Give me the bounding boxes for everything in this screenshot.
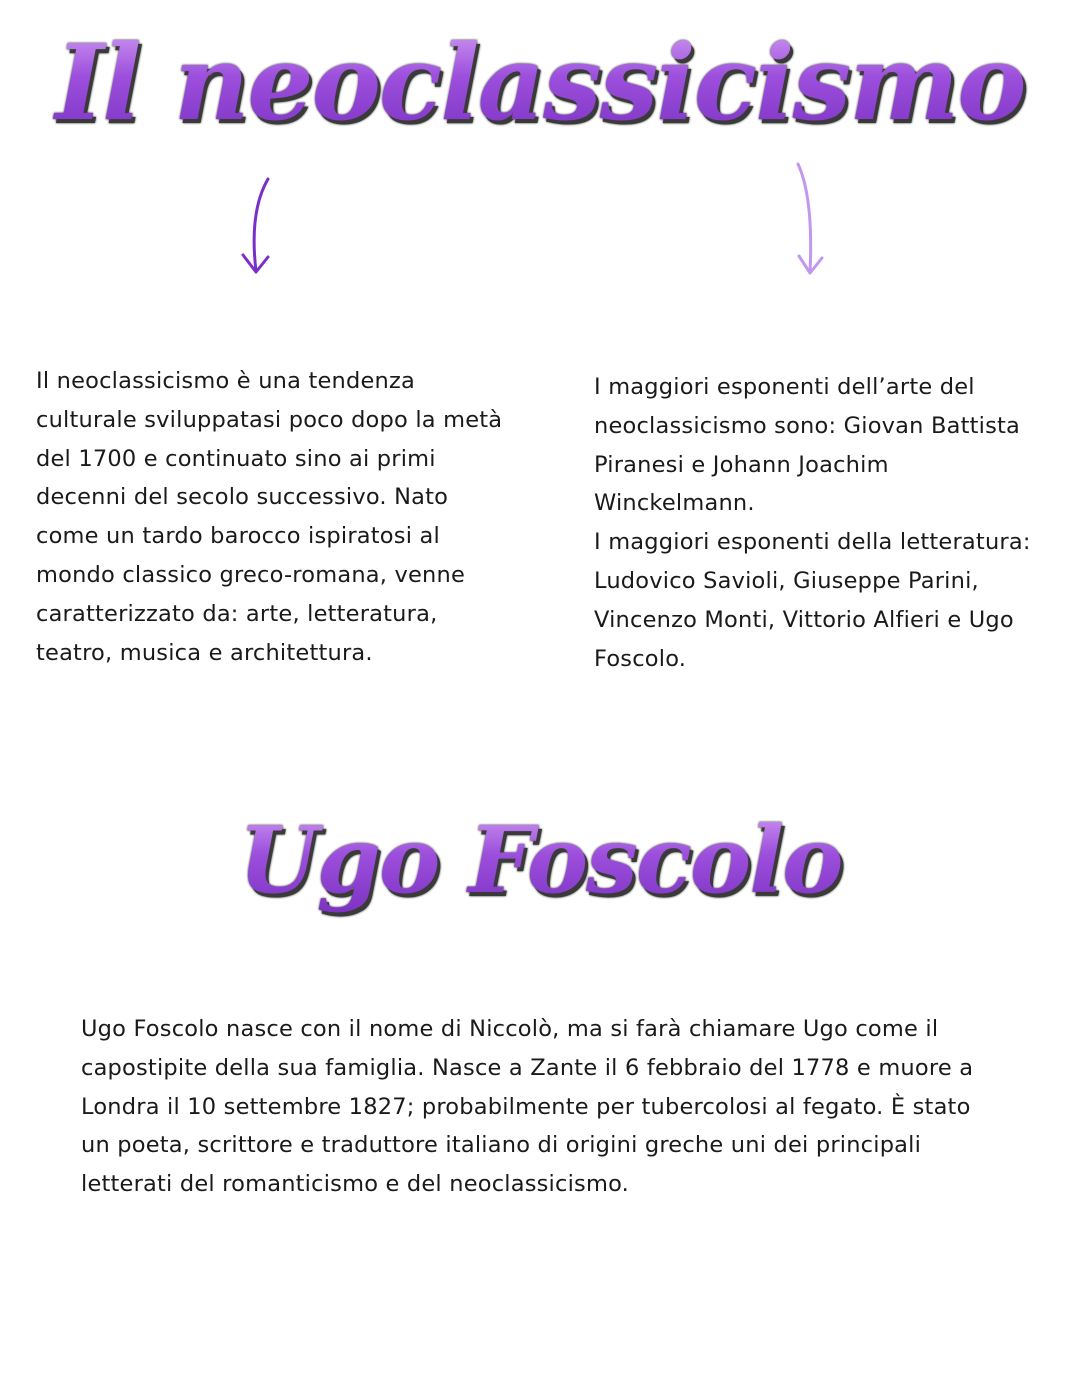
art-exponents-paragraph: I maggiori esponenti dell’arte del neoclassicismo sono: Giovan Battista Piranesi e Johann Joachim Winckelmann.: [594, 374, 1021, 517]
arrow-down-right-icon: [790, 160, 830, 280]
intro-section: [36, 362, 506, 672]
foscolo-section: [81, 1010, 981, 1204]
page-title: Il neoclassicismo: [0, 18, 1080, 148]
exponents-section: [594, 368, 1044, 678]
foscolo-bio-paragraph: Ugo Foscolo nasce con il nome di Niccolò, ma si farà chiamare Ugo come il capostipite della sua famiglia. Nasce a Zante il 6 febbraio del 1778 e muore a Londra il 10 settembre 1827; probabilmente per tubercolosi al fegato. È stato un poeta, scrittore e traduttore italiano di origini greche uni dei principali letterati del romanticismo e del neoclassicismo.: [81, 1016, 974, 1198]
section-title-foscolo: Ugo Foscolo: [0, 800, 1080, 920]
literature-exponents-paragraph: I maggiori esponenti della letteratura: Ludovico Savioli, Giuseppe Parini, Vincenzo Monti, Vittorio Alfieri e Ugo Foscolo.: [594, 529, 1031, 672]
arrow-down-left-icon: [236, 175, 276, 280]
intro-paragraph: Il neoclassicismo è una tendenza culturale sviluppatasi poco dopo la metà del 1700 e continuato sino ai primi decenni del secolo successivo. Nato come un tardo barocco ispiratosi al mondo classico greco-romana, venne caratterizzato da: arte, letteratura, teatro, musica e architettura.: [36, 368, 503, 666]
